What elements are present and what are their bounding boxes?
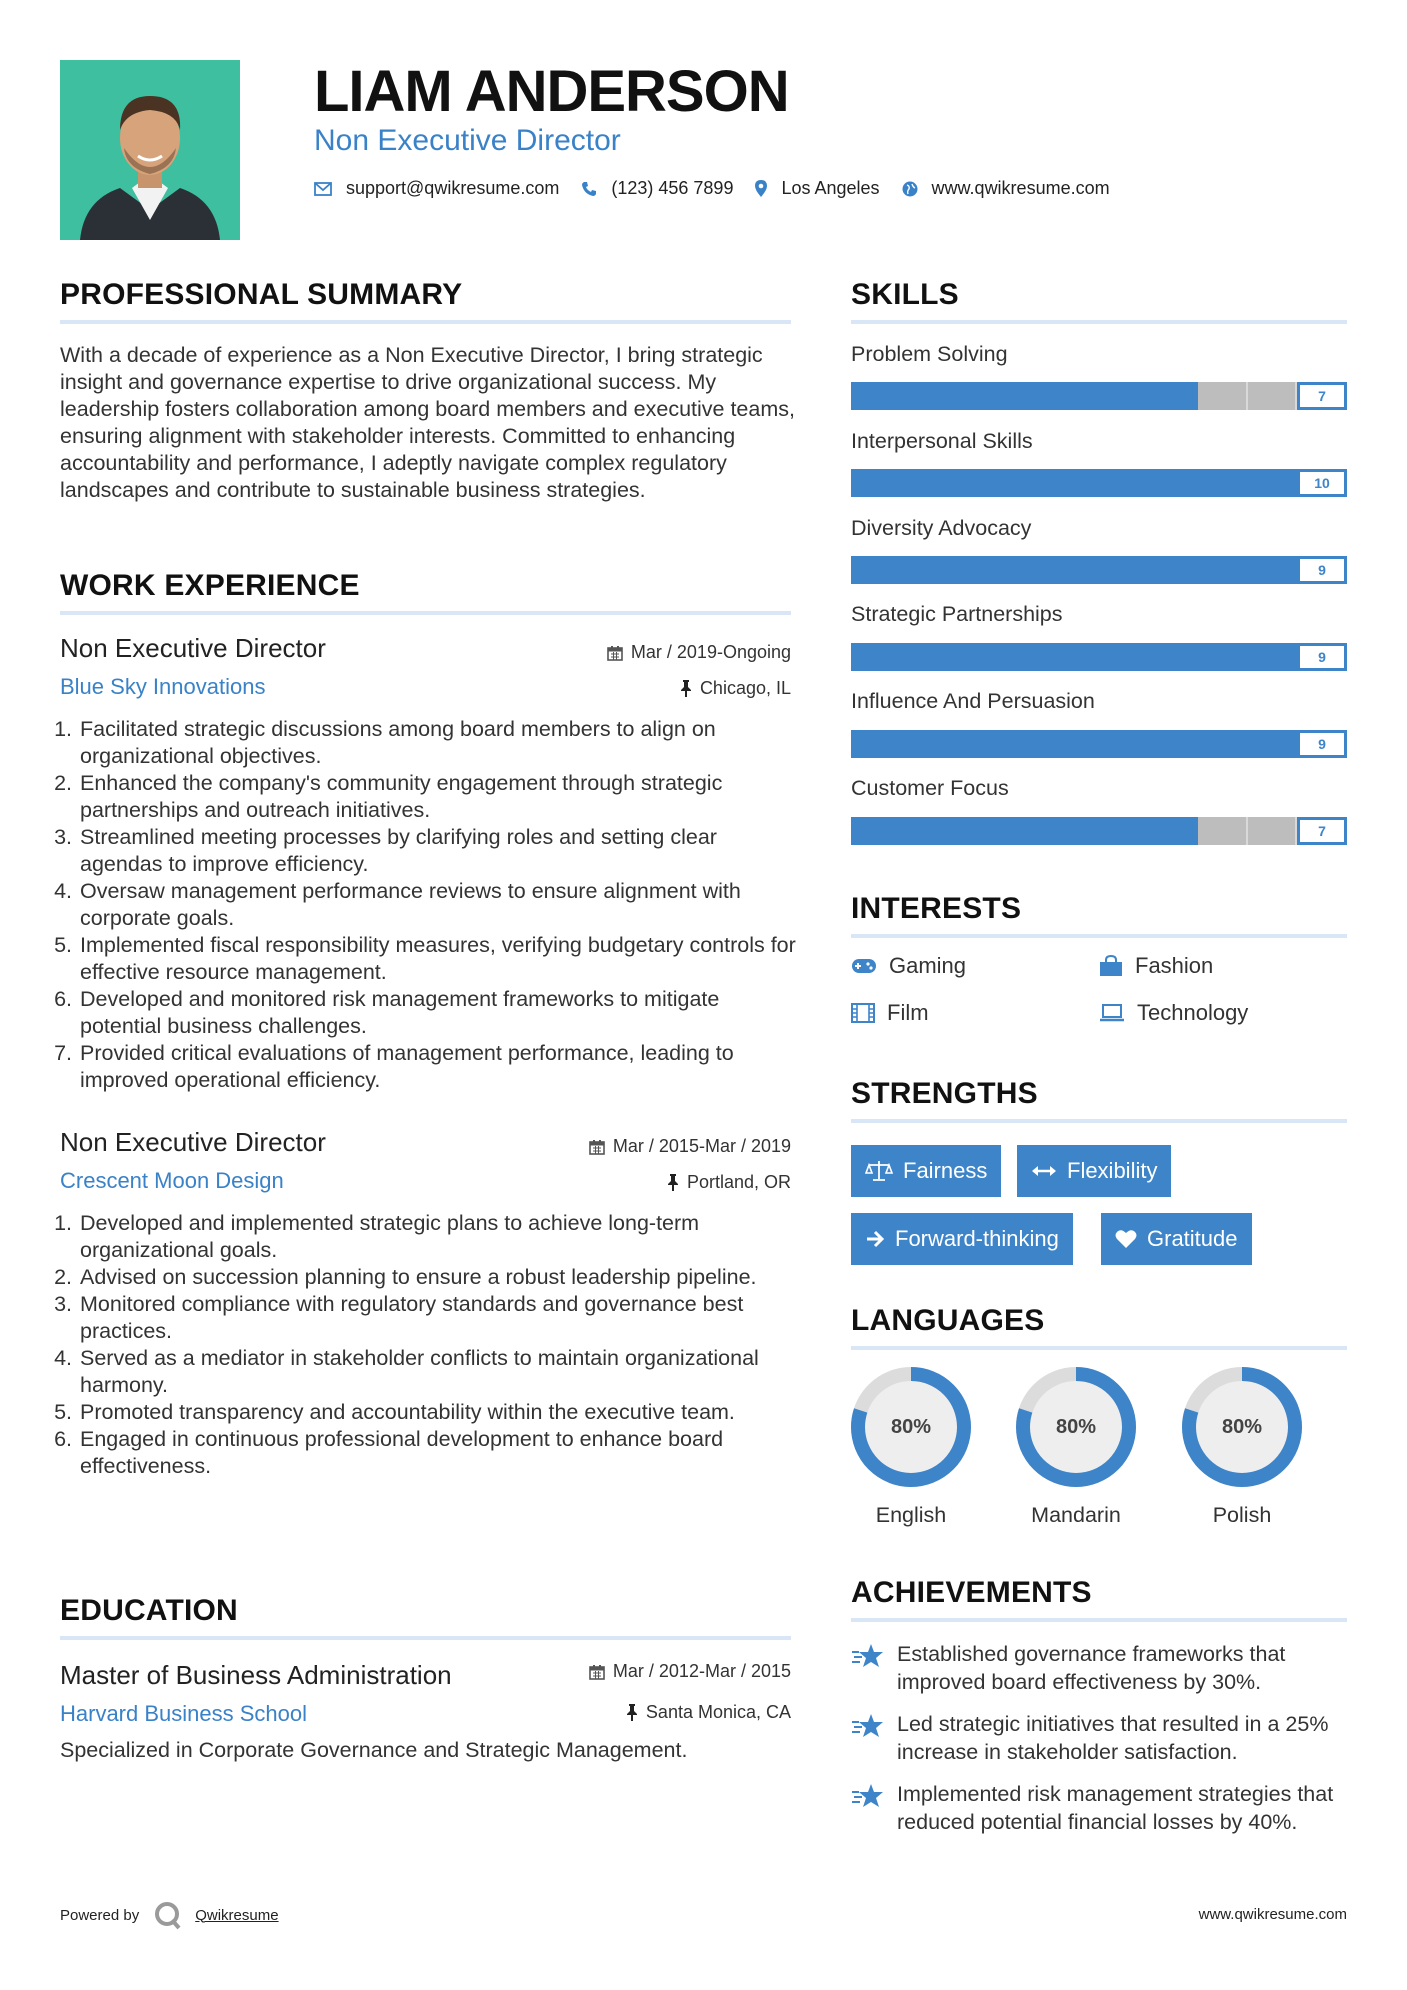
calendar-icon	[607, 645, 623, 661]
star-icon	[851, 1642, 885, 1670]
list-item: 6. Engaged in continuous professional development to enhance board effectiveness.	[78, 1426, 796, 1480]
job-dates	[607, 642, 791, 663]
experience-divider	[60, 611, 791, 615]
education-description: Specialized in Corporate Governance and Strategic Management.	[60, 1738, 688, 1762]
interest-technology	[1099, 1000, 1248, 1026]
map-pin-icon	[755, 180, 767, 197]
star-icon	[851, 1712, 885, 1740]
strength-tag	[851, 1213, 1073, 1265]
powered-by-label: Powered by	[60, 1906, 140, 1924]
interest-label: Film	[887, 1000, 929, 1025]
skill-value: 10	[1297, 469, 1347, 497]
skill-bar-segment	[1248, 817, 1298, 845]
education-divider	[60, 1636, 791, 1640]
job-dates-text: Mar / 2015-Mar / 2019	[612, 1136, 791, 1156]
skill-bar-segment	[1248, 382, 1298, 410]
strength-label: Fairness	[903, 1158, 988, 1183]
education-location	[626, 1702, 791, 1723]
interest-label: Technology	[1137, 1000, 1249, 1025]
language-percent: 80%	[890, 1416, 932, 1438]
job-location-text: Chicago, IL	[699, 678, 791, 698]
interest-gaming	[851, 953, 966, 979]
skill-bar	[851, 817, 1347, 845]
skill-bar	[851, 382, 1347, 410]
contact-email[interactable]	[314, 178, 559, 199]
language-percent: 80%	[1055, 1416, 1097, 1438]
skill-value: 7	[1297, 382, 1347, 410]
skill-label: Interpersonal Skills	[851, 429, 1033, 453]
strengths-divider	[851, 1119, 1347, 1123]
list-item: 5. Promoted transparency and accountability within the executive team.	[78, 1399, 796, 1426]
footer-website[interactable]: www.qwikresume.com	[1198, 1906, 1347, 1923]
footer-powered-by	[60, 1900, 279, 1930]
job-company: Blue Sky Innovations	[60, 674, 266, 699]
skill-bar-segment	[1198, 817, 1248, 845]
pushpin-icon	[626, 1704, 638, 1721]
list-item: 2. Advised on succession planning to ensure a robust leadership pipeline.	[78, 1264, 796, 1291]
skill-value: 9	[1297, 643, 1347, 671]
summary-text: With a decade of experience as a Non Executive Director, I bring strategic insight and governance expertise to drive organizational success. My leadership fosters collaboration among board members and executive teams, ensuring alignment with stakeholder interests. Committed to enhancing accountability and performance, I adeptly navigate complex regulatory landscapes and contribute to sustainable business strategies.	[60, 343, 795, 502]
skill-label: Problem Solving	[851, 342, 1008, 366]
skill-label: Strategic Partnerships	[851, 602, 1063, 626]
calendar-icon	[589, 1664, 605, 1680]
interest-label: Fashion	[1135, 953, 1214, 978]
candidate-role: Non Executive Director	[314, 124, 621, 157]
list-item: 2. Enhanced the company's community engagement through strategic partnerships and outreach initiatives.	[78, 770, 796, 824]
job-bullets	[56, 716, 796, 1094]
interest-fashion	[1099, 953, 1213, 979]
language-name: Polish	[1212, 1503, 1272, 1527]
calendar-icon	[589, 1139, 605, 1155]
heart-icon	[1115, 1229, 1137, 1249]
contact-location-text: Los Angeles	[781, 178, 880, 198]
strength-label: Forward-thinking	[895, 1226, 1059, 1251]
job-title: Non Executive Director	[60, 633, 326, 663]
language-item	[1011, 1365, 1141, 1528]
school-name: Harvard Business School	[60, 1701, 308, 1726]
list-item: 7. Provided critical evaluations of management performance, leading to improved operational efficiency.	[78, 1040, 796, 1094]
profile-photo	[60, 60, 240, 240]
interest-film	[851, 1000, 929, 1026]
languages-heading: LANGUAGES	[851, 1304, 1045, 1337]
interest-label: Gaming	[889, 953, 967, 978]
job-bullets	[56, 1210, 796, 1480]
contact-email-text: support@qwikresume.com	[346, 178, 560, 198]
skill-bar	[851, 469, 1347, 497]
skill-value: 9	[1297, 730, 1347, 758]
skill-label: Influence And Persuasion	[851, 689, 1095, 713]
phone-icon	[581, 181, 597, 197]
job-location-text: Portland, OR	[686, 1172, 791, 1192]
contact-bar	[314, 178, 1132, 199]
interests-heading: INTERESTS	[851, 892, 1022, 925]
achievement-item	[851, 1710, 1347, 1766]
language-item	[846, 1365, 976, 1528]
skill-bar-fill	[851, 469, 1347, 497]
list-item: 1. Facilitated strategic discussions among board members to align on organizational objectives.	[78, 716, 796, 770]
interests-divider	[851, 934, 1347, 938]
language-item	[1177, 1365, 1307, 1528]
avatar	[60, 60, 240, 240]
education-dates	[589, 1661, 791, 1682]
envelope-icon	[314, 182, 332, 196]
balance-scale-icon	[865, 1160, 893, 1182]
contact-website-text: www.qwikresume.com	[931, 178, 1110, 198]
contact-website[interactable]	[902, 178, 1110, 199]
contact-phone[interactable]	[581, 178, 733, 199]
job-dates	[589, 1136, 791, 1157]
list-item: 5. Implemented fiscal responsibility measures, verifying budgetary controls for effective resource management.	[78, 932, 796, 986]
pushpin-icon	[667, 1174, 679, 1191]
achievement-text: Established governance frameworks that improved board effectiveness by 30%.	[897, 1642, 1286, 1694]
skill-bar	[851, 730, 1347, 758]
job-title: Non Executive Director	[60, 1127, 326, 1157]
qwikresume-logo-icon	[153, 1900, 183, 1930]
skill-label: Diversity Advocacy	[851, 516, 1032, 540]
skill-label: Customer Focus	[851, 776, 1009, 800]
job-company: Crescent Moon Design	[60, 1168, 284, 1193]
languages-divider	[851, 1346, 1347, 1350]
globe-icon	[902, 181, 918, 197]
skill-bar-fill	[851, 382, 1198, 410]
arrows-horizontal-icon	[1031, 1164, 1057, 1178]
achievements-divider	[851, 1618, 1347, 1622]
list-item: 3. Streamlined meeting processes by clarifying roles and setting clear agendas to improve efficiency.	[78, 824, 796, 878]
achievement-item	[851, 1780, 1347, 1836]
achievement-text: Led strategic initiatives that resulted in a 25% increase in stakeholder satisfaction.	[897, 1712, 1329, 1764]
achievements-heading: ACHIEVEMENTS	[851, 1576, 1092, 1609]
pushpin-icon	[680, 680, 692, 697]
language-percent: 80%	[1221, 1416, 1263, 1438]
strength-tag	[1101, 1213, 1252, 1265]
list-item: 4. Oversaw management performance reviews to ensure alignment with corporate goals.	[78, 878, 796, 932]
skill-bar	[851, 643, 1347, 671]
experience-heading: WORK EXPERIENCE	[60, 569, 360, 602]
skill-bar-fill	[851, 730, 1297, 758]
language-name: Mandarin	[1031, 1503, 1121, 1527]
education-location-text: Santa Monica, CA	[645, 1702, 791, 1722]
list-item: 3. Monitored compliance with regulatory standards and governance best practices.	[78, 1291, 796, 1345]
skill-bar-fill	[851, 817, 1198, 845]
skill-value: 9	[1297, 556, 1347, 584]
job-location	[680, 678, 791, 699]
shopping-bag-icon	[1099, 955, 1123, 977]
list-item: 4. Served as a mediator in stakeholder conflicts to maintain organizational harmony.	[78, 1345, 796, 1399]
strength-tag	[1017, 1145, 1171, 1197]
laptop-icon	[1099, 1004, 1125, 1022]
strength-tag	[851, 1145, 1001, 1197]
list-item: 6. Developed and monitored risk management frameworks to mitigate potential business challenges.	[78, 986, 796, 1040]
job-dates-text: Mar / 2019-Ongoing	[630, 642, 791, 662]
contact-phone-text: (123) 456 7899	[611, 178, 734, 198]
star-icon	[851, 1782, 885, 1810]
footer-brand-link[interactable]: Qwikresume	[195, 1906, 279, 1924]
candidate-name: LIAM ANDERSON	[314, 59, 789, 124]
language-name: English	[875, 1503, 947, 1527]
contact-location	[755, 178, 879, 199]
strength-label: Flexibility	[1067, 1158, 1158, 1183]
achievement-item	[851, 1640, 1347, 1696]
strength-label: Gratitude	[1147, 1226, 1238, 1251]
skill-bar	[851, 556, 1347, 584]
strengths-heading: STRENGTHS	[851, 1077, 1038, 1110]
education-heading: EDUCATION	[60, 1594, 238, 1627]
summary-divider	[60, 320, 791, 324]
arrow-right-icon	[865, 1230, 885, 1248]
achievement-text: Implemented risk management strategies that reduced potential financial losses by 40%.	[897, 1782, 1334, 1834]
gamepad-icon	[851, 958, 877, 974]
skill-bar-segment	[1198, 382, 1248, 410]
education-dates-text: Mar / 2012-Mar / 2015	[612, 1661, 791, 1681]
film-icon	[851, 1003, 875, 1023]
skills-divider	[851, 320, 1347, 324]
skills-heading: SKILLS	[851, 278, 959, 311]
summary-heading: PROFESSIONAL SUMMARY	[60, 278, 463, 311]
skill-bar-fill	[851, 643, 1297, 671]
job-location	[667, 1172, 791, 1193]
list-item: 1. Developed and implemented strategic plans to achieve long-term organizational goals.	[78, 1210, 796, 1264]
skill-value: 7	[1297, 817, 1347, 845]
skill-bar-fill	[851, 556, 1297, 584]
degree-title: Master of Business Administration	[60, 1660, 452, 1690]
